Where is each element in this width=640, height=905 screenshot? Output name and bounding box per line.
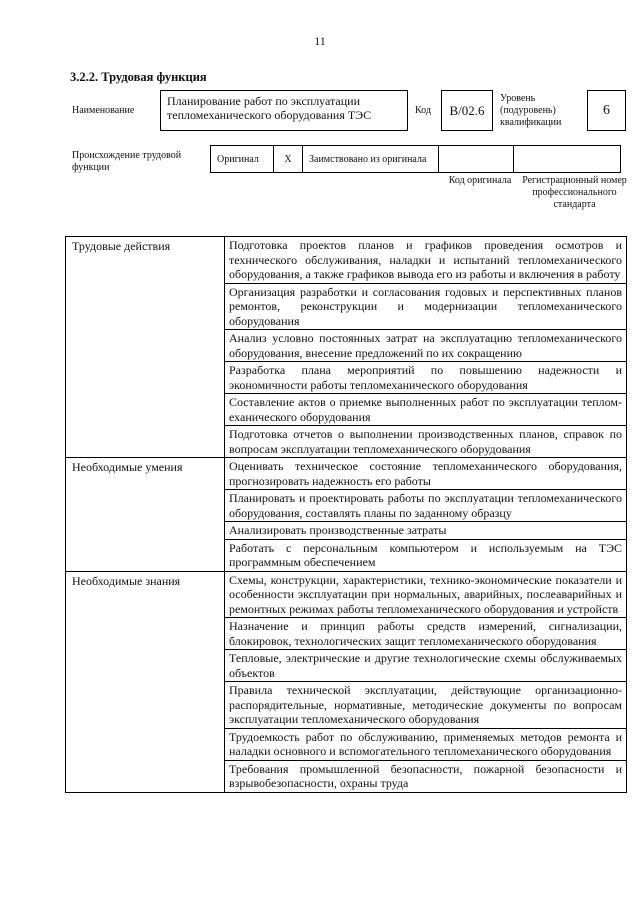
level-value: 6 [587, 90, 626, 131]
item-text: Требования промышленной безопасности, пожарной безопасности и взрывобезопасности, охраны труда [225, 760, 627, 792]
item-text: Организация разработки и согласования годовых и перспективных планов ремонтов, реконструкции и модернизации тепломеханического оборудования [225, 283, 627, 330]
origin-label: Происхождение трудовой функции [72, 150, 182, 173]
table-row [66, 458, 627, 490]
page-number: 11 [314, 34, 326, 48]
item-text: Составление актов о приемке выполненных работ по эксплуатации тепломеханического оборудования [225, 394, 627, 426]
origin-borrowed-label: Заимствовано из оригинала [303, 146, 439, 173]
item-text: Анализ условно постоянных затрат на эксплуатацию тепломеханического оборудования, внесение предложений по их сокращению [225, 330, 627, 362]
item-text: Тепловые, электрические и другие технологические схемы обслуживаемых объектов [225, 650, 627, 682]
origin-table [210, 145, 621, 173]
origin-reg-cell [514, 146, 621, 173]
item-text: Работать с персональным компьютером и используемым на ТЭС программным обеспечением [225, 539, 627, 571]
origin-code-cell [439, 146, 514, 173]
origin-original-label: Оригинал [211, 146, 274, 173]
item-text: Трудоемкость работ по обслуживанию, применяемых методов ремонта и наладки основного и вспомогательного тепломеханического оборудования [225, 728, 627, 760]
item-text: Планировать и проектировать работы по эксплуатации тепломеханического оборудования, составлять планы по заданному образцу [225, 490, 627, 522]
caption-origin-code: Код оригинала [448, 175, 512, 186]
item-text: Схемы, конструкции, характеристики, технико-экономические показатели и особенности эксплуатации при нормальных, аварийных, послеаварийных и ремонтных режимах работы тепломеханического оборудования и устройств [225, 571, 627, 618]
function-name-value: Планирование работ по эксплуатации тепломеханического оборудования ТЭС [160, 90, 408, 131]
code-value: В/02.6 [441, 90, 493, 131]
item-text: Подготовка отчетов о выполнении производственных планов, справок по вопросам эксплуатации тепломеханического оборудования [225, 426, 627, 458]
category-label: Необходимые умения [66, 458, 225, 572]
item-text: Оценивать техническое состояние тепломеханического оборудования, прогнозировать надежность его работы [225, 458, 627, 490]
origin-mark: X [274, 146, 303, 173]
item-text: Правила технической эксплуатации, действующие организационно-распорядительные, нормативные, методические документы по вопросам эксплуатации тепломеханического оборудования [225, 682, 627, 729]
item-text: Анализировать производственные затраты [225, 522, 627, 540]
section-title: 3.2.2. Трудовая функция [70, 70, 207, 84]
item-text: Назначение и принцип работы средств измерений, сигнализации, блокировок, технологических защит тепломеханического оборудования [225, 618, 627, 650]
category-label: Трудовые действия [66, 237, 225, 458]
category-label: Необходимые знания [66, 571, 225, 792]
name-label: Наименование [72, 105, 135, 116]
level-label: Уровень (подуровень) квалификации [500, 93, 562, 128]
caption-reg-number: Регистрационный номер профессионального стандарта [522, 175, 627, 210]
item-text: Разработка плана мероприятий по повышению надежности и экономичности работы тепломеханического оборудования [225, 362, 627, 394]
table-row [66, 237, 627, 284]
table-row [66, 571, 627, 618]
item-text: Подготовка проектов планов и графиков проведения осмотров и технического обслуживания, наладки и испытаний тепломеханического оборудования, а также графиков вывода его из работы и включения в работу [225, 237, 627, 284]
code-label: Код [415, 105, 431, 116]
function-details-table [65, 236, 627, 793]
